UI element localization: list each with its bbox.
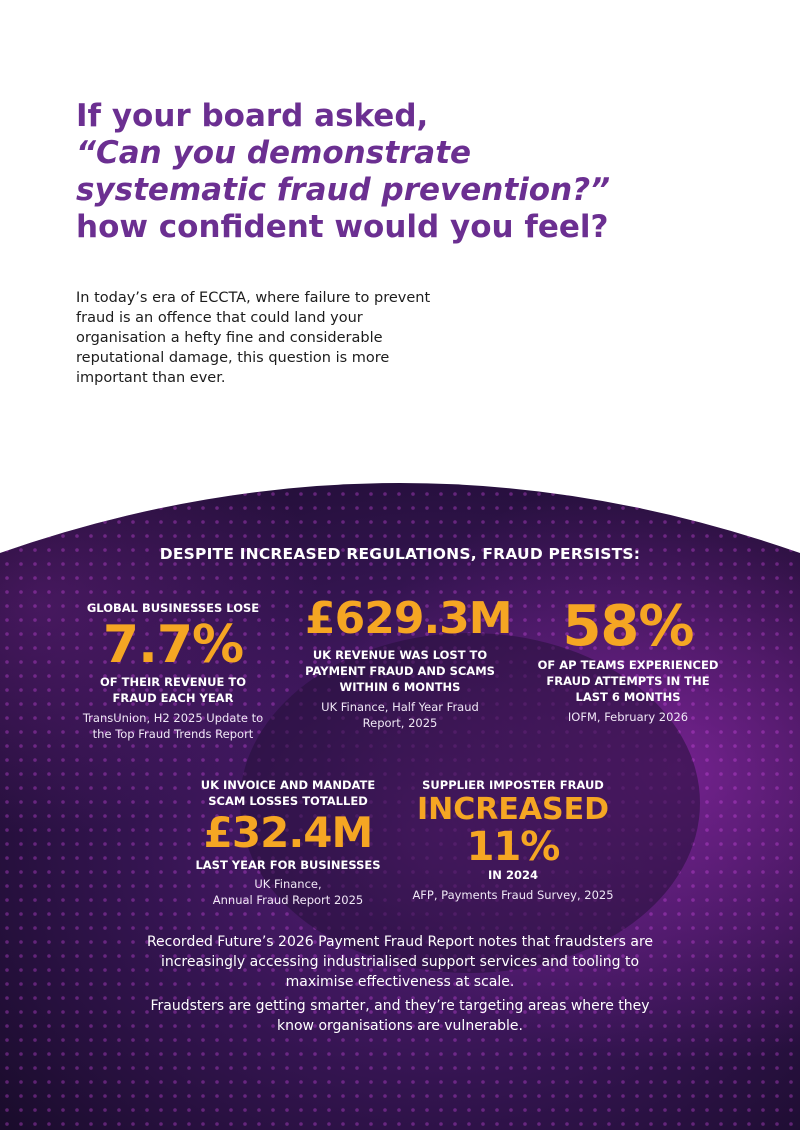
stat-5-source: AFP, Payments Fraud Survey, 2025	[412, 888, 614, 902]
stat-3-value: 58%	[562, 594, 694, 659]
stat-5-value-2: 11%	[466, 824, 560, 870]
stat-global-loss	[78, 600, 268, 742]
stat-3-post: OF AP TEAMS EXPERIENCED FRAUD ATTEMPTS IN THE LAST 6 MONTHS	[537, 658, 719, 704]
stat-supplier-fraud	[408, 777, 618, 903]
stat-2-post: UK REVENUE WAS LOST TO PAYMENT FRAUD AND SCAMS WITHIN 6 MONTHS	[305, 648, 495, 694]
stat-4-source-1: UK Finance,	[254, 877, 322, 891]
stat-4-source-2: Annual Fraud Report 2025	[212, 893, 364, 907]
heading-line-4: how confident would you feel?	[76, 209, 609, 245]
stat-ap-teams	[528, 594, 728, 725]
closing-paragraph-2: Fraudsters are getting smarter, and they’re targeting areas where they know organisations are vulnerable.	[150, 998, 650, 1034]
stat-1-source: TransUnion, H2 2025 Update to the Top Fraud Trends Report	[82, 711, 264, 741]
stat-2-source: UK Finance, Half Year Fraud Report, 2025	[321, 700, 479, 730]
stat-5-pre: SUPPLIER IMPOSTER FRAUD	[422, 778, 604, 792]
stat-4-value: £32.4M	[203, 808, 373, 857]
panel-title: DESPITE INCREASED REGULATIONS, FRAUD PERSISTS:	[159, 545, 641, 563]
stat-uk-revenue	[305, 593, 512, 731]
stat-invoice-scams	[188, 777, 388, 908]
stat-2-value: £629.3M	[305, 593, 512, 644]
intro-paragraph: In today’s era of ECCTA, where failure to prevent fraud is an offence that could land your organisation a hefty fine and considerable reputational damage, this question is more important than ever.	[76, 290, 431, 386]
stat-3-source: IOFM, February 2026	[567, 710, 689, 724]
stat-1-pre: GLOBAL BUSINESSES LOSE	[86, 601, 260, 615]
closing-paragraph-1: Recorded Future’s 2026 Payment Fraud Report notes that fraudsters are increasingly accessing industrialised support services and tooling to maximise effectiveness at scale.	[146, 934, 654, 990]
stat-4-pre: UK INVOICE AND MANDATE SCAM LOSSES TOTALLED	[200, 778, 376, 808]
stat-1-value: 7.7%	[102, 615, 244, 675]
stat-5-post: IN 2024	[488, 868, 538, 882]
heading-line-2: “Can you demonstrate	[76, 135, 472, 171]
page-heading	[76, 98, 696, 246]
heading-line-1: If your board asked,	[76, 98, 429, 134]
stat-4-post: LAST YEAR FOR BUSINESSES	[195, 858, 381, 872]
stat-1-post: OF THEIR REVENUE TO FRAUD EACH YEAR	[99, 675, 246, 705]
heading-line-3: systematic fraud prevention?”	[76, 172, 611, 208]
stat-5-value-1: INCREASED	[416, 792, 610, 827]
